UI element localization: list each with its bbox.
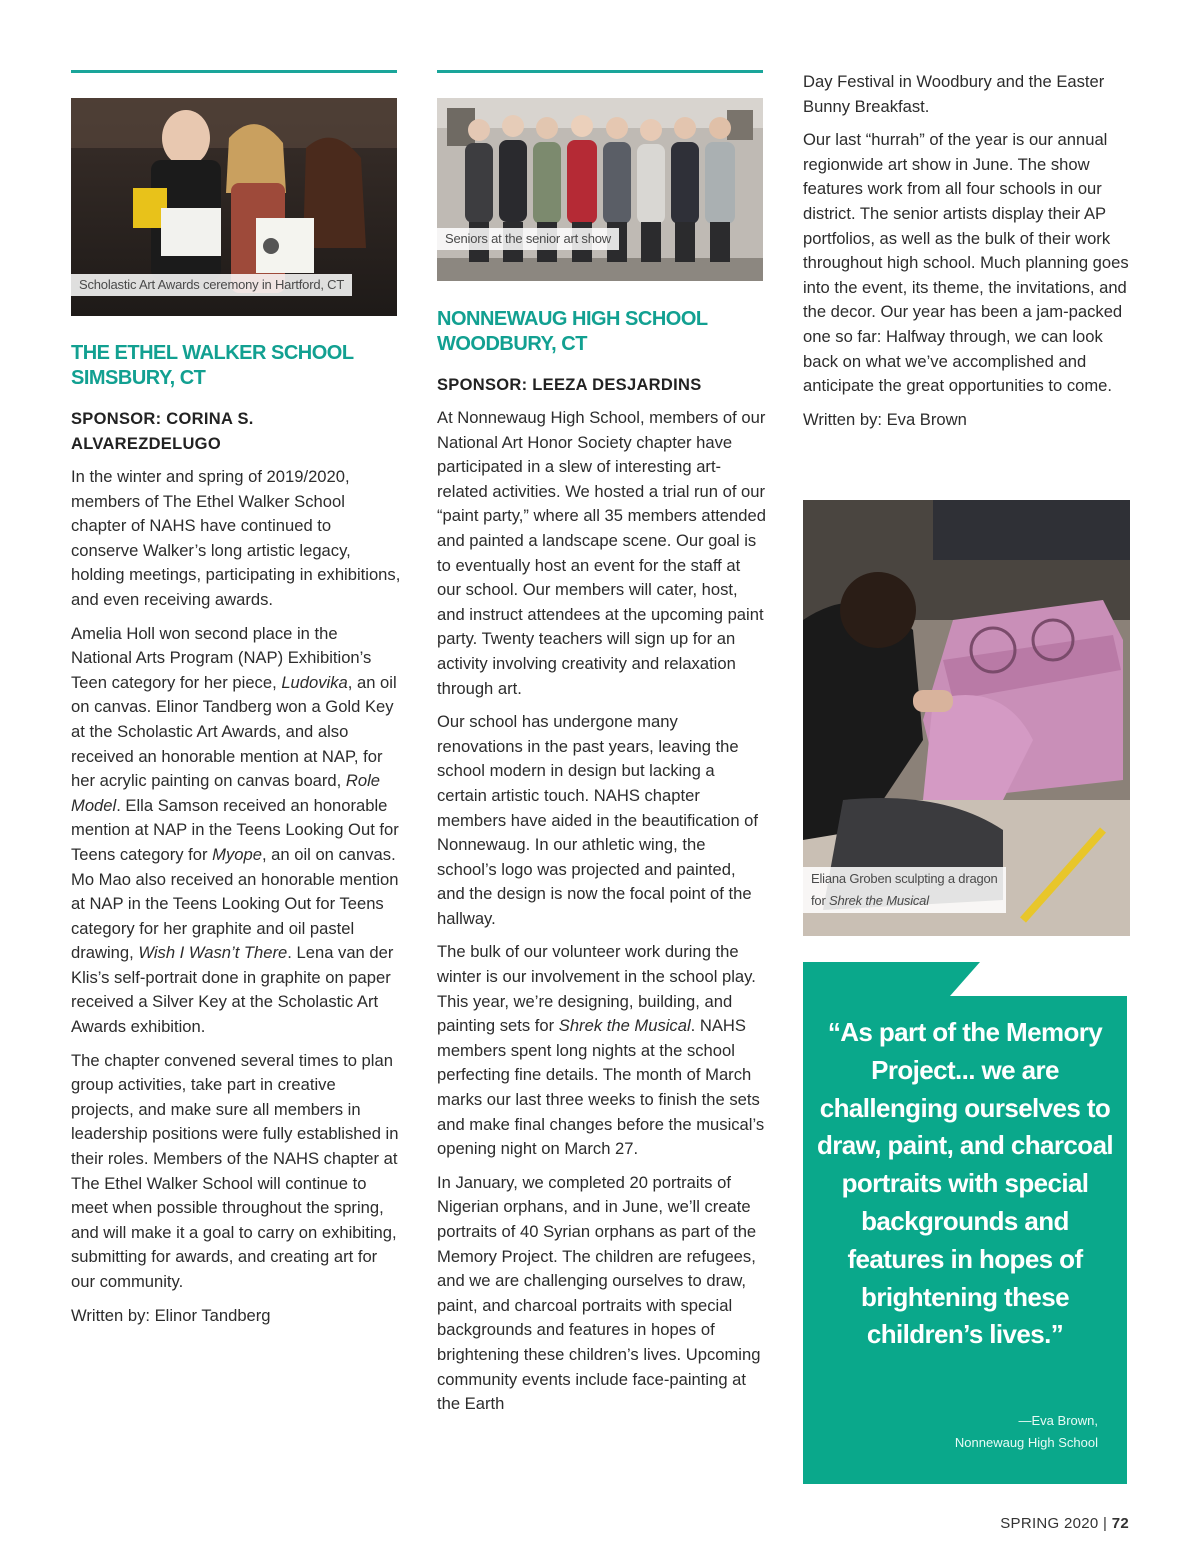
column-ethel-walker: [71, 341, 401, 1337]
paragraph: Day Festival in Woodbury and the Easter Bunny Breakfast.: [803, 72, 1105, 116]
dragon-caption-title: Shrek the Musical: [828, 893, 929, 908]
school-heading-nonnewaug: [437, 307, 767, 357]
paragraph: In January, we completed 20 portraits of Nigerian orphans, and in June, we’ll create portraits of 40 Syrian orphans as part of the Memory Project. The children are refugees, and we are challenging ourselves to draw, paint, and charcoal portraits with special backgrounds and features in hopes of brightening these children’s lives. Upcoming community events include face-painting at the Earth: [437, 1172, 761, 1414]
paragraph-play: The bulk of our volunteer work during the winter is our involvement in the school play. This year, we’re designing, building, and painting sets for Shrek the Musical. NAHS members spent long nights at the school perfecting fine details. The month of March marks our last three weeks to finish the sets and make final changes before the musical’s opening night on March 27.: [437, 942, 765, 1159]
school-name: THE ETHEL WALKER SCHOOL: [71, 342, 354, 364]
school-heading-ethel-walker: [71, 341, 401, 391]
paragraph: The chapter convened several times to plan group activities, take part in creative projects, and make sure all members in leadership positions were fully established in their roles. Members of the NAHS chapter at The Ethel Walker School will continue to meet when possible throughout the spring, and will make it a goal to carry on exhibiting, submitting for awards, and creating art for our community.: [71, 1050, 399, 1291]
paragraph: At Nonnewaug High School, members of our National Art Honor Society chapter have participated in a slew of interesting art-related activities. We hosted a trial run of our “paint party,” where all 35 members attended and painted a landscape scene. Our goal is to eventually host an event for the staff at our school. Our members will cater, host, and instruct attendees at the upcoming paint party. Twenty teachers will sign up for an activity involving creativity and relaxation through art.: [437, 408, 766, 698]
pull-quote-author: —Eva Brown,: [1018, 1413, 1098, 1428]
awards-ceremony-photo: [71, 98, 397, 316]
author-credit: Written by: Elinor Tandberg: [71, 1305, 271, 1325]
sponsor-line: SPONSOR: LEEZA DESJARDINS: [437, 376, 702, 394]
pull-quote-corner-cut: [950, 962, 1127, 996]
seniors-art-show-photo: [437, 98, 763, 281]
pull-quote-text: “As part of the Memory Project... we are challenging ourselves to draw, paint, and charcoal portraits with special backgrounds and features in hopes of brightening these children’s lives.”: [816, 1017, 1114, 1350]
dragon-photo-caption: Eliana Groben sculpting a dragon for Shrek the Musical: [803, 867, 1006, 913]
paragraph-awards: Amelia Holl won second place in the National Arts Program (NAP) Exhibition’s Teen category for her piece, Ludovika, an oil on canvas. Elinor Tandberg won a Gold Key at the Scholastic Art Awards, and also received an honorable mention at NAP, for her acrylic painting on canvas board, Role Model. Ella Samson received an honorable mention at NAP in the Teens Looking Out for Teens category for Myope, an oil on canvas. Mo Mao also received an honorable mention at NAP in the Teens Looking Out for Teens category for her graphite and oil pastel drawing, Wish I Wasn’t There. Lena van der Klis’s self-portrait done in graphite on paper received a Silver Key at the Scholastic Art Awards exhibition.: [71, 623, 399, 1037]
issue-label: SPRING 2020: [1000, 1515, 1099, 1532]
column-rule-middle: [437, 70, 763, 73]
author-credit: Written by: Eva Brown: [803, 409, 967, 429]
pull-quote-attribution: [798, 1410, 1098, 1454]
seniors-photo-caption: Seniors at the senior art show: [437, 228, 619, 250]
paragraph: Our school has undergone many renovations in the past years, leaving the school modern in design but lacking a certain artistic touch. NAHS chapter members have aided in the beautification of Nonnewaug. In our athletic wing, the school’s logo was projected and painted, and the design is now the focal point of the hallway.: [437, 712, 759, 928]
column-rule-left: [71, 70, 397, 73]
paragraph: In the winter and spring of 2019/2020, members of The Ethel Walker School chapter of NAHS have continued to conserve Walker’s long artistic legacy, holding meetings, participating in exhibitions, and even receiving awards.: [71, 467, 401, 609]
dragon-caption-line1: Eliana Groben sculpting a dragon: [811, 871, 998, 886]
pull-quote-school: Nonnewaug High School: [954, 1435, 1098, 1450]
page-number: 72: [1111, 1515, 1129, 1532]
page-footer: SPRING 2020 | 72: [1000, 1515, 1129, 1532]
school-location: SIMSBURY, CT: [71, 367, 206, 389]
seniors-art-show-image: [437, 98, 763, 281]
awards-photo-caption: Scholastic Art Awards ceremony in Hartford, CT: [71, 274, 352, 296]
column-nonnewaug: [437, 307, 767, 1426]
school-name: NONNEWAUG HIGH SCHOOL: [437, 308, 708, 330]
dragon-sculpting-photo: [803, 500, 1130, 936]
paragraph: Our last “hurrah” of the year is our annual regionwide art show in June. The show features work from all four schools in our district. The senior artists display their AP portfolios, as well as the bulk of their work throughout high school. Much planning goes into the event, its theme, the invitations, and the decor. Our year has been a jam-packed one so far: Halfway through, we can look back on what we’ve accomplished and anticipate the great opportunities to come.: [803, 130, 1129, 396]
school-location: WOODBURY, CT: [437, 333, 587, 355]
sponsor-line: SPONSOR: CORINA S. ALVAREZDELUGO: [71, 410, 254, 453]
column-continued: [803, 70, 1133, 441]
